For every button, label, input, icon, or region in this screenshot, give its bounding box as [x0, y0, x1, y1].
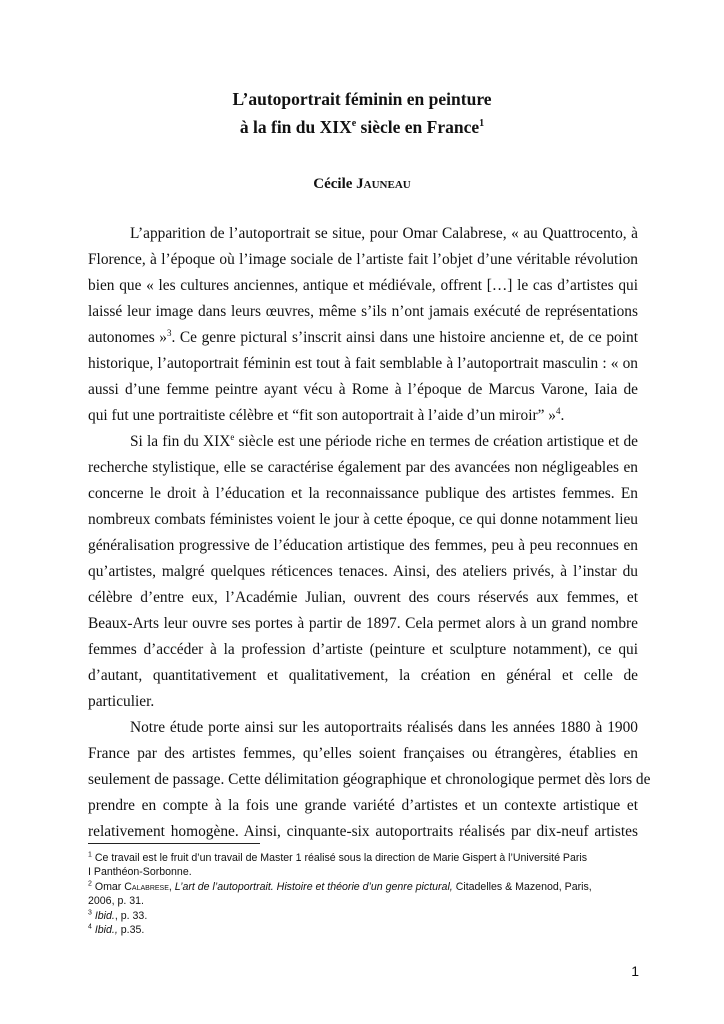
- footnote-3: [88, 909, 648, 923]
- body-line: [88, 273, 638, 299]
- footnote-4-number: 4: [88, 923, 92, 931]
- body-line-text: concerne le droit à l’éducation et la reconnaissance publique des artistes femmes. En: [88, 485, 638, 502]
- body-line: [88, 689, 638, 715]
- body-line: [88, 585, 638, 611]
- footnote-4-page: p.35.: [117, 924, 145, 936]
- body-line: [88, 559, 638, 585]
- body-line-text: Si la fin du XIX: [130, 433, 231, 450]
- body-line: [88, 819, 638, 845]
- body-line-text: Notre étude porte ainsi sur les autoportraits réalisés dans les années 1880 à 1900: [130, 719, 638, 736]
- body-line: [88, 533, 638, 559]
- body-line-text: France par des artistes femmes, qu’elles soient françaises ou étrangères, établies en: [88, 745, 638, 762]
- title-line-2-text: à la fin du XIX: [239, 117, 352, 137]
- footnote-reference[interactable]: 4: [555, 405, 561, 416]
- body-line: [88, 715, 638, 741]
- body-line: [88, 299, 638, 325]
- body-line-text: particulier.: [88, 693, 155, 710]
- footnote-2-author: Calabrese: [124, 881, 169, 893]
- footnote-1-text: Ce travail est le fruit d’un travail de Master 1 réalisé sous la direction de Marie Gispert à l’Université Paris: [91, 852, 588, 864]
- author-last-name: Jauneau: [356, 176, 411, 192]
- body-line-text-end: siècle est une période riche en termes de création artistique et de: [234, 433, 638, 450]
- title-line-2-text-end: siècle en France: [356, 117, 480, 137]
- body-line: [88, 611, 638, 637]
- title-footnote-ref[interactable]: 1: [479, 118, 485, 130]
- body-line-text: qu’artistes, malgré quelques réticences tenaces. Ainsi, des ateliers privés, à l’instar du: [88, 563, 638, 580]
- body-line: [88, 637, 638, 663]
- body-line-text: relativement homogène. Ainsi, cinquante-six autoportraits réalisés par dix-neuf artistes: [88, 823, 638, 840]
- body-line-text: L’apparition de l’autoportrait se situe, pour Omar Calabrese, « au Quattrocento, à: [130, 225, 638, 242]
- footnote-3-ibid: Ibid.: [91, 910, 115, 922]
- body-line-text: autonomes »: [88, 329, 167, 346]
- footnote-2-text-cont: 2006, p. 31.: [88, 895, 144, 907]
- author-name: [0, 176, 724, 193]
- body-line-text-end: .: [560, 407, 565, 424]
- footnote-1-number: 1: [88, 851, 92, 859]
- footnote-3-number: 3: [88, 909, 92, 917]
- body-line-text: d’autant, quantitativement et qualitativement, la création en général et celle de: [88, 667, 638, 684]
- body-line-text-end: . Ce genre pictural s’inscrit ainsi dans une histoire ancienne et, de ce point: [171, 329, 638, 346]
- body-line-text: recherche stylistique, elle se caractérise également par des avancées non négligeables en: [88, 459, 638, 476]
- body-line-text: Beaux-Arts leur ouvre ses portes à partir de 1897. Cela permet alors à un grand nombre: [88, 615, 638, 632]
- footnote-1-text-cont: I Panthéon-Sorbonne.: [88, 866, 192, 878]
- footnote-4: [88, 923, 648, 937]
- body-line-text: nombreux combats féministes voient le jour à cette époque, ce qui donne notamment lieu: [88, 511, 638, 528]
- body-line-text: laissé leur image dans leurs œuvres, même s’ils n’ont jamais exécuté de représentations: [88, 303, 638, 320]
- author-first-name: Cécile: [313, 176, 357, 192]
- body-line-text: seulement de passage. Cette délimitation géographique et chronologique permet dès lors de: [88, 771, 651, 788]
- body-line: [88, 507, 638, 533]
- footnote-2-pre: Omar: [91, 881, 125, 893]
- footnote-2-comma: ,: [168, 881, 175, 893]
- body-line: [88, 325, 638, 351]
- body-line-text: qui fut une portraitiste célèbre et “fit son autoportrait à l’aide d’un miroir” »: [88, 407, 556, 424]
- body-line: [88, 377, 638, 403]
- footnote-2-number: 2: [88, 880, 92, 888]
- body-line: [88, 455, 638, 481]
- footnote-reference[interactable]: e: [230, 431, 235, 442]
- body-line-text: historique, l’autoportrait féminin est tout à fait semblable à l’autoportrait masculin : « on: [88, 355, 638, 372]
- body-line-text: prendre en compte à la fois une grande variété d’artistes et un contexte artistique et: [88, 797, 638, 814]
- body-line-text: bien que « les cultures anciennes, antique et médiévale, offrent […] le cas d’artistes qui: [88, 277, 638, 294]
- body-line: [88, 793, 638, 819]
- body-line-text: femmes d’accéder à la profession d’artiste (peinture et sculpture notamment), ce qui: [88, 641, 638, 658]
- footnote-2-book-title: L’art de l’autoportrait. Histoire et théorie d’un genre pictural,: [174, 881, 453, 893]
- body-line: [88, 767, 651, 793]
- footnote-separator: [88, 843, 260, 844]
- body-line: [88, 247, 638, 273]
- body-text: [88, 221, 651, 845]
- body-line-text: Florence, à l’époque où l’image sociale de l’artiste fait l’objet d’une véritable révolution: [88, 251, 638, 268]
- body-line: [88, 481, 638, 507]
- body-line: [88, 429, 638, 455]
- title-century-superscript: e: [351, 118, 357, 130]
- footnote-4-ibid: Ibid.,: [91, 924, 118, 936]
- page-number: 1: [631, 963, 639, 979]
- footnote-2-publisher: Citadelles & Mazenod, Paris,: [452, 881, 592, 893]
- footnote-reference[interactable]: 3: [166, 327, 172, 338]
- title-line-2: [0, 119, 724, 137]
- body-line-text: célèbre d’entre eux, l’Académie Julian, ouvrent des cours réservés aux femmes, et: [88, 589, 638, 606]
- footnote-1: [88, 851, 648, 879]
- body-line: [88, 741, 638, 767]
- footnote-3-page: , p. 33.: [114, 910, 148, 922]
- body-line-text: aussi d’une femme peintre ayant vécu à Rome à l’époque de Marcus Varone, Iaia de: [88, 381, 638, 398]
- body-line: [88, 663, 638, 689]
- body-line: [88, 403, 638, 429]
- body-line: [88, 221, 638, 247]
- footnote-2: [88, 880, 648, 908]
- body-line: [88, 351, 638, 377]
- body-line-text: généralisation progressive de l’éducation artistique des femmes, peu à peu reconnues en: [88, 537, 638, 554]
- title-line-1: L’autoportrait féminin en peinture: [232, 89, 492, 109]
